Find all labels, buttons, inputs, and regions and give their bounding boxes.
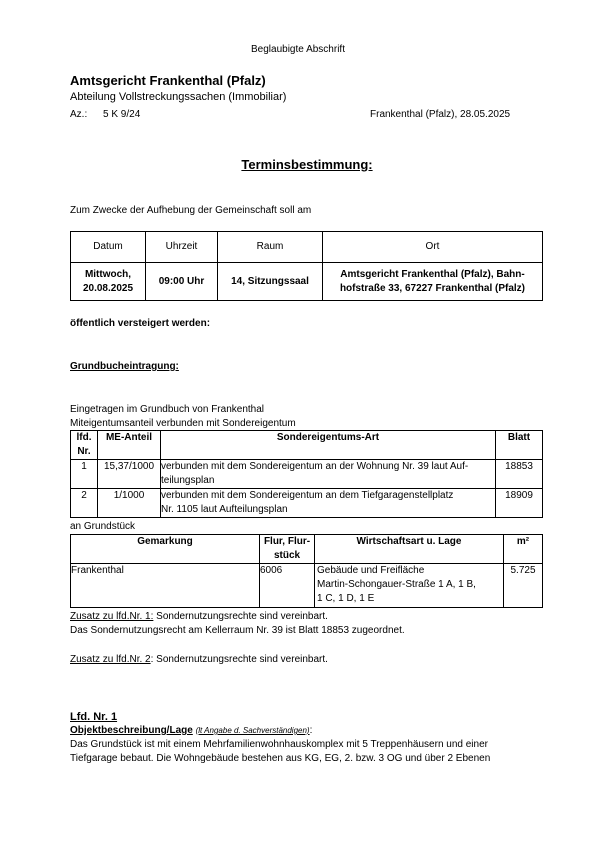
row-type-line-1: verbunden mit dem Sondereigentum an der Wohnung Nr. 39 laut Auf-: [161, 461, 469, 472]
table-row: [71, 460, 543, 489]
appointment-room: 14, Sitzungssaal: [218, 263, 323, 301]
header-time: Uhrzeit: [146, 232, 218, 263]
note-1-line-2: Das Sondernutzungsrecht am Kellerraum Nr. 39 ist Blatt 18853 zugeordnet.: [70, 625, 405, 636]
ownership-table: [70, 430, 543, 518]
row-type-line-2: teilungsplan: [161, 475, 215, 486]
appointment-table: [70, 231, 543, 301]
header-flur-1: Flur, Flur-: [263, 536, 311, 547]
plot-table: [70, 534, 543, 608]
header-place: Ort: [323, 232, 543, 263]
row-usage: [315, 564, 504, 608]
appointment-time: 09:00 Uhr: [146, 263, 218, 301]
note-1: [70, 611, 328, 622]
table-row: [71, 489, 543, 518]
note-2-text: : Sondernutzungsrechte sind vereinbart.: [150, 654, 328, 665]
row-type-line-2: Nr. 1105 laut Aufteilungsplan: [161, 504, 288, 515]
plot-label: an Grundstück: [70, 521, 136, 532]
header-gemarkung: Gemarkung: [71, 535, 260, 564]
subheading-colon: :: [309, 725, 313, 736]
header-lfd-1: lfd.: [76, 432, 92, 443]
row-share: 15,37/1000: [98, 460, 161, 489]
row-nr: 2: [71, 489, 98, 518]
row-flur: 6006: [260, 564, 315, 608]
row-gemarkung: Frankenthal: [71, 564, 260, 608]
row-type: [161, 489, 496, 518]
place-date: Frankenthal (Pfalz), 28.05.2025: [370, 109, 511, 120]
section-line-2: Tiefgarage bebaut. Die Wohngebäude bestehen aus KG, EG, 2. bzw. 3 OG und über 2 Ebenen: [70, 753, 491, 764]
note-1-text: Sondernutzungsrechte sind vereinbart.: [153, 611, 328, 622]
co-ownership-label: Miteigentumsanteil verbunden mit Sondereigentum: [70, 418, 296, 429]
header-share: ME-Anteil: [98, 431, 161, 460]
note-1-label: Zusatz zu lfd.Nr. 1:: [70, 611, 154, 622]
case-number: 5 K 9/24: [103, 109, 141, 120]
land-register-heading: Grundbucheintragung:: [70, 361, 179, 372]
intro-text: Zum Zwecke der Aufhebung der Gemeinschaft soll am: [70, 205, 312, 216]
header-sheet: Blatt: [496, 431, 543, 460]
az-label: Az.:: [70, 109, 88, 120]
place-line-1: Amtsgericht Frankenthal (Pfalz), Bahn-: [340, 268, 525, 280]
section-line-1: Das Grundstück ist mit einem Mehrfamilienwohnhauskomplex mit 5 Treppenhäusern und einer: [70, 739, 488, 750]
section-subheading: [70, 725, 312, 736]
section-heading: Lfd. Nr. 1: [70, 711, 118, 723]
court-name: Amtsgericht Frankenthal (Pfalz): [70, 73, 266, 88]
page-title: Terminsbestimmung:: [241, 157, 373, 172]
subheading-note: (lt Angabe d. Sachverständigen): [195, 726, 310, 735]
header-flur: [260, 535, 315, 564]
row-usage-line-1: Gebäude und Freifläche: [317, 565, 425, 576]
table-row: [71, 564, 543, 608]
subheading-main: Objektbeschreibung/Lage: [70, 725, 193, 736]
date-value: 20.08.2025: [82, 282, 134, 294]
row-usage-line-2: Martin-Schongauer-Straße 1 A, 1 B,: [317, 579, 476, 590]
auction-text: öffentlich versteigert werden:: [70, 318, 211, 329]
date-weekday: Mittwoch,: [84, 268, 132, 280]
row-share: 1/1000: [98, 489, 161, 518]
note-2: [70, 654, 328, 665]
note-2-label: Zusatz zu lfd.Nr. 2: [70, 654, 151, 665]
header-room: Raum: [218, 232, 323, 263]
header-flur-2: stück: [273, 550, 301, 561]
header-lfd: [71, 431, 98, 460]
row-sheet: 18853: [496, 460, 543, 489]
registered-in: Eingetragen im Grundbuch von Frankenthal: [70, 404, 265, 415]
header-usage: Wirtschaftsart u. Lage: [315, 535, 504, 564]
place-line-2: hofstraße 33, 67227 Frankenthal (Pfalz): [339, 282, 526, 294]
appointment-place: [323, 263, 543, 301]
header-type: Sondereigentums-Art: [161, 431, 496, 460]
row-type-line-1: verbunden mit dem Sondereigentum an dem Tiefgaragenstellplatz: [161, 490, 454, 501]
row-area: 5.725: [504, 564, 543, 608]
row-sheet: 18909: [496, 489, 543, 518]
header-area: m²: [504, 535, 543, 564]
header-date: Datum: [71, 232, 146, 263]
row-type: [161, 460, 496, 489]
department: Abteilung Vollstreckungssachen (Immobiliar): [70, 91, 287, 103]
header-lfd-2: Nr.: [77, 446, 91, 457]
row-nr: 1: [71, 460, 98, 489]
copy-note: Beglaubigte Abschrift: [251, 44, 345, 55]
row-usage-line-3: 1 C, 1 D, 1 E: [317, 593, 375, 604]
appointment-date: [71, 263, 146, 301]
